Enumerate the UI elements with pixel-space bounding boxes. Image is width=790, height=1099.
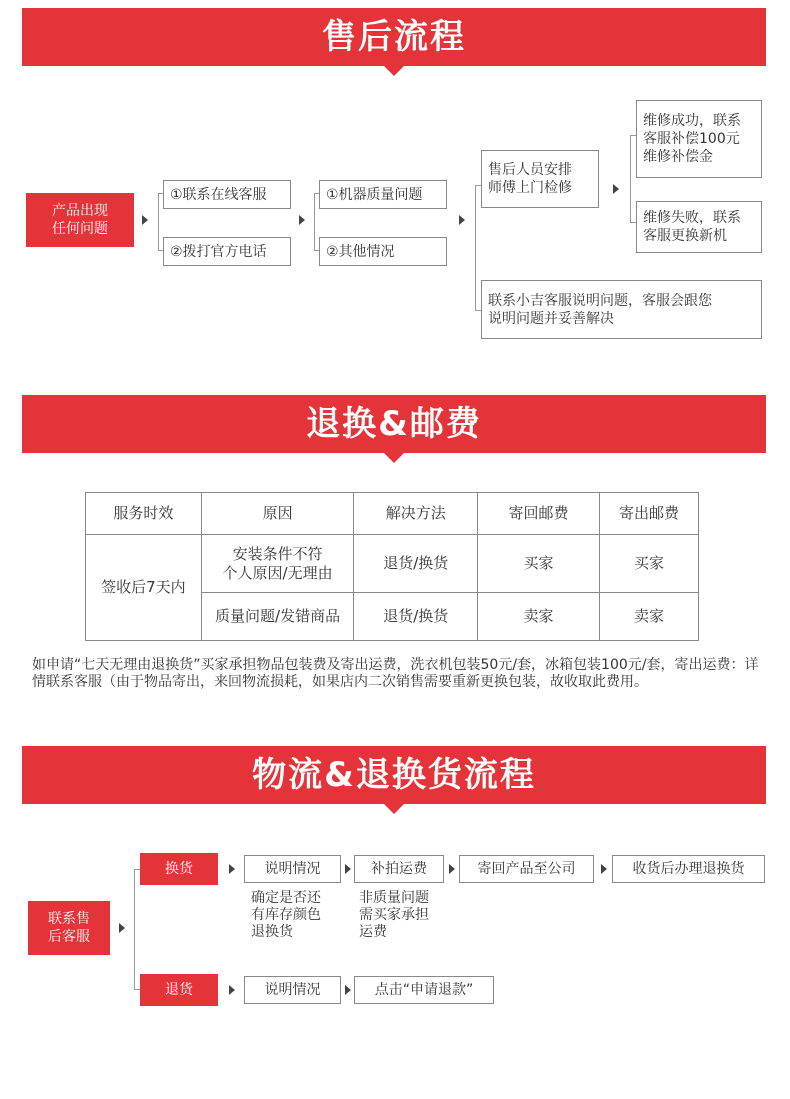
bracket-line xyxy=(158,193,159,251)
table-cell-method: 退货/换货 xyxy=(354,535,478,593)
banner-notch xyxy=(384,453,404,463)
issue-label: ②其他情况 xyxy=(326,243,395,260)
issue-label: ①机器质量问题 xyxy=(326,186,423,203)
exchange-note-stock: 确定是否还 有库存颜色 退换货 xyxy=(251,890,321,940)
table-cell-send-fee: 买家 xyxy=(599,535,698,593)
table-header: 原因 xyxy=(201,493,353,535)
table-row xyxy=(86,535,699,593)
exchange-step-explain xyxy=(244,855,341,883)
return-policy-note: 如申请“七天无理由退换货”买家承担物品包装费及寄出运费，洗衣机包装50元/套，冰箱包装100元/套，寄出运费：详情联系客服（由于物品寄出，来回物流损耗，如果店内二次销售需要重新更换包装，故收取此费用。 xyxy=(32,657,759,690)
table-header: 解决方法 xyxy=(354,493,478,535)
arrow-right-icon xyxy=(449,864,455,874)
arrow-right-icon xyxy=(229,864,235,874)
table-header: 寄回邮费 xyxy=(478,493,600,535)
step-label: 点击“申请退款” xyxy=(374,982,474,998)
table-header: 服务时效 xyxy=(86,493,202,535)
banner-notch xyxy=(384,804,404,814)
arrow-right-icon xyxy=(601,864,607,874)
section-banner-return-fees xyxy=(22,395,766,453)
table-cell-return-fee: 卖家 xyxy=(478,593,600,641)
repair-success xyxy=(636,100,762,178)
arrow-right-icon xyxy=(613,184,619,194)
exchange-step-process xyxy=(612,855,765,883)
table-cell-return-fee: 买家 xyxy=(478,535,600,593)
section-banner-logistics xyxy=(22,746,766,804)
step-label: 说明情况 xyxy=(264,861,321,877)
start-label: 产品出现 任何问题 xyxy=(52,203,108,237)
exchange-label-box xyxy=(140,853,218,885)
other-resolution xyxy=(481,280,762,339)
table-cell-send-fee: 卖家 xyxy=(599,593,698,641)
contact-label: ②拨打官方电话 xyxy=(170,243,267,260)
arrow-right-icon xyxy=(299,215,305,225)
fee-table xyxy=(85,492,699,641)
issue-quality xyxy=(319,180,447,209)
table-cell-reason: 质量问题/发错商品 xyxy=(201,593,353,641)
arrow-right-icon xyxy=(459,215,465,225)
section-title: 退换&邮费 xyxy=(306,404,482,444)
contact-online-service xyxy=(163,180,291,209)
start-box-contact-service xyxy=(28,901,110,955)
refund-label: 退货 xyxy=(165,982,193,998)
section-title: 售后流程 xyxy=(322,17,466,57)
step-label: 说明情况 xyxy=(264,982,321,998)
arrow-right-icon xyxy=(345,985,351,995)
bracket-line xyxy=(134,869,135,990)
refund-step-apply xyxy=(354,976,494,1004)
exchange-label: 换货 xyxy=(165,861,193,877)
step-label: 补拍运费 xyxy=(371,861,427,877)
arrow-right-icon xyxy=(229,985,235,995)
result-label: 维修成功，联系 客服补偿100元 维修补偿金 xyxy=(643,113,741,165)
table-cell-period: 签收后7天内 xyxy=(86,535,202,641)
contact-label: ①联系在线客服 xyxy=(170,186,267,203)
refund-step-explain xyxy=(244,976,341,1004)
issue-other xyxy=(319,237,447,266)
repair-failure xyxy=(636,201,762,253)
result-label: 维修失败，联系 客服更换新机 xyxy=(643,210,741,244)
exchange-step-pay-shipping xyxy=(354,855,444,883)
bracket-line xyxy=(630,135,631,223)
section-banner-after-sales xyxy=(22,8,766,66)
step-label: 寄回产品至公司 xyxy=(477,861,576,877)
start-label: 联系售 后客服 xyxy=(48,911,90,945)
table-cell-method: 退货/换货 xyxy=(354,593,478,641)
start-box-problem xyxy=(26,193,134,247)
exchange-note-shipping: 非质量问题 需买家承担 运费 xyxy=(359,890,429,940)
table-header-row xyxy=(86,493,699,535)
visit-label: 售后人员安排 师傅上门检修 xyxy=(488,162,572,196)
arrow-right-icon xyxy=(142,215,148,225)
technician-visit xyxy=(481,150,599,208)
refund-label-box xyxy=(140,974,218,1006)
step-label: 收货后办理退换货 xyxy=(632,861,745,877)
banner-notch xyxy=(384,66,404,76)
table-cell-reason: 安装条件不符 个人原因/无理由 xyxy=(201,535,353,593)
arrow-right-icon xyxy=(345,864,351,874)
section-title: 物流&退换货流程 xyxy=(252,755,536,795)
bracket-line xyxy=(475,185,476,311)
arrow-right-icon xyxy=(119,923,125,933)
contact-phone xyxy=(163,237,291,266)
exchange-step-return-product xyxy=(459,855,594,883)
table-header: 寄出邮费 xyxy=(599,493,698,535)
resolution-label: 联系小吉客服说明问题，客服会跟您 说明问题并妥善解决 xyxy=(488,292,712,327)
bracket-line xyxy=(314,193,315,251)
